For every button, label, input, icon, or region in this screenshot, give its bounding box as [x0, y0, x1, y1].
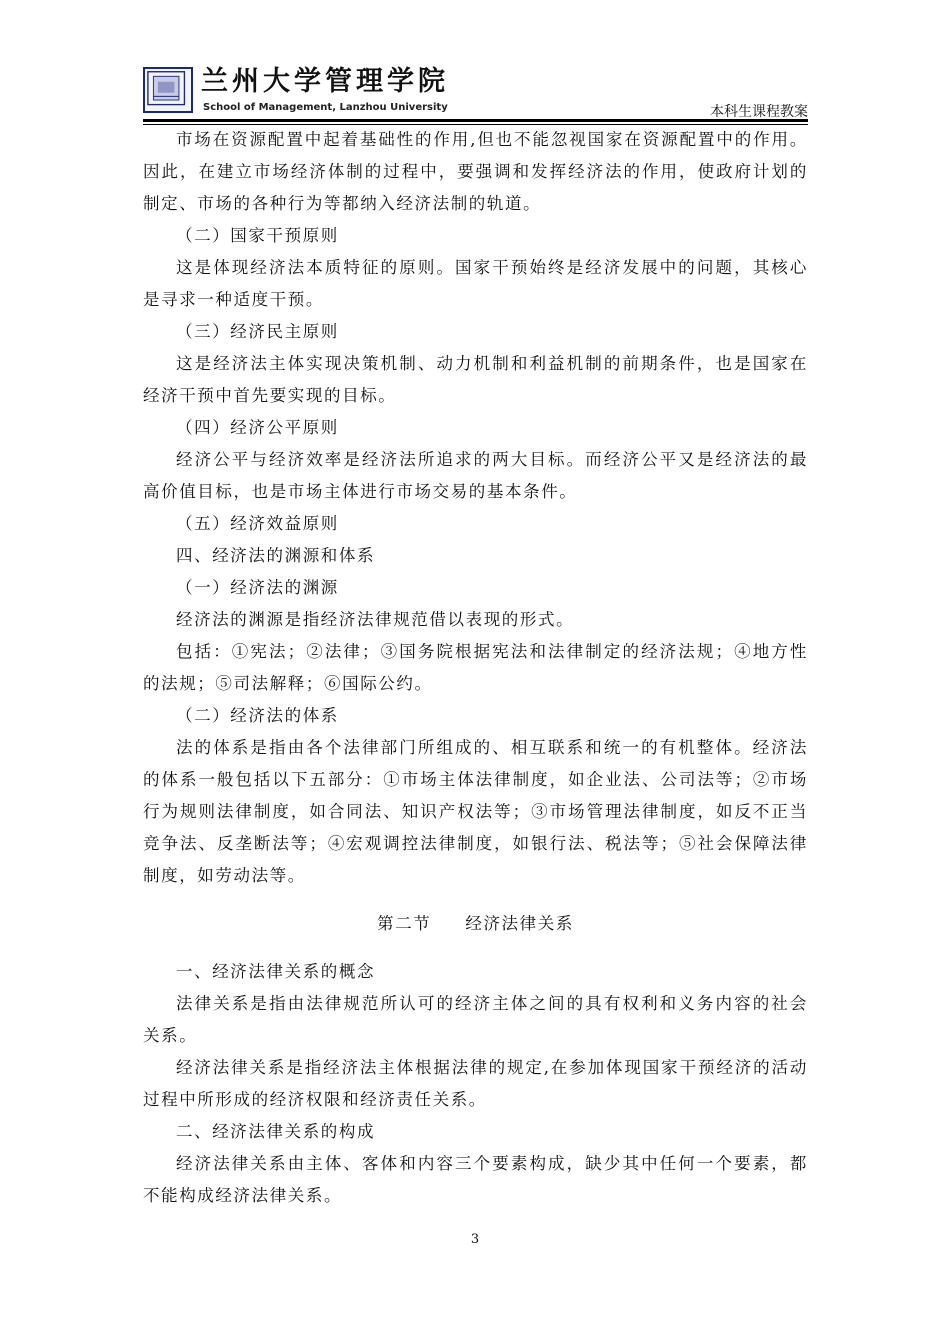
paragraph: 经济法律关系由主体、客体和内容三个要素构成，缺少其中任何一个要素，都不能构成经济法律关系。 [143, 1154, 808, 1205]
document-type: 本科生课程教案 [710, 104, 808, 120]
page-body [143, 124, 808, 1212]
subheading: （三）经济民主原则 [176, 322, 339, 341]
paragraph: 市场在资源配置中起着基础性的作用,但也不能忽视国家在资源配置中的作用。因此，在建立市场经济体制的过程中，要强调和发挥经济法的作用，使政府计划的制定、市场的各种行为等都纳入经济法制的轨道。 [143, 130, 808, 213]
page-header [143, 64, 808, 119]
university-logo [143, 64, 449, 116]
heading: 一、经济法律关系的概念 [176, 962, 376, 981]
subheading: （二）经济法的体系 [176, 706, 339, 725]
subheading: （一）经济法的渊源 [176, 578, 339, 597]
subheading: （二）国家干预原则 [176, 226, 339, 245]
paragraph: 这是经济法主体实现决策机制、动力机制和利益机制的前期条件，也是国家在经济干预中首先要实现的目标。 [143, 354, 808, 405]
paragraph: 法的体系是指由各个法律部门所组成的、相互联系和统一的有机整体。经济法的体系一般包括以下五部分：①市场主体法律制度，如企业法、公司法等；②市场行为规则法律制度，如合同法、知识产权法等；③市场管理法律制度，如反不正当竞争法、反垄断法等；④宏观调控法律制度，如银行法、税法等；⑤社会保障法律制度，如劳动法等。 [143, 738, 808, 885]
section-name: 经济法律关系 [465, 914, 574, 933]
paragraph: 法律关系是指由法律规范所认可的经济主体之间的具有权利和义务内容的社会关系。 [143, 994, 808, 1045]
subheading: （五）经济效益原则 [176, 514, 339, 533]
paragraph: 经济公平与经济效率是经济法所追求的两大目标。而经济公平又是经济法的最高价值目标，也是市场主体进行市场交易的基本条件。 [143, 450, 808, 501]
logo-english-name: School of Management, Lanzhou University [203, 102, 448, 113]
logo-chinese-name: 兰州大学管理学院 [201, 66, 449, 97]
paragraph: 经济法律关系是指经济法主体根据法律的规定,在参加体现国家干预经济的活动过程中所形成的经济权限和经济责任关系。 [143, 1058, 808, 1109]
paragraph: 包括：①宪法；②法律；③国务院根据宪法和法律制定的经济法规；④地方性的法规；⑤司法解释；⑥国际公约。 [143, 642, 808, 693]
paragraph: 经济法的渊源是指经济法律规范借以表现的形式。 [176, 610, 575, 629]
page-number: 3 [470, 1232, 480, 1247]
section-title [143, 908, 808, 940]
university-seal-icon [143, 67, 193, 113]
paragraph: 这是体现经济法本质特征的原则。国家干预始终是经济发展中的问题，其核心是寻求一种适度干预。 [143, 258, 808, 309]
heading: 二、经济法律关系的构成 [176, 1122, 376, 1141]
heading: 四、经济法的渊源和体系 [176, 546, 376, 565]
section-number: 第二节 [377, 914, 432, 933]
subheading: （四）经济公平原则 [176, 418, 339, 437]
header-rule [143, 119, 808, 122]
